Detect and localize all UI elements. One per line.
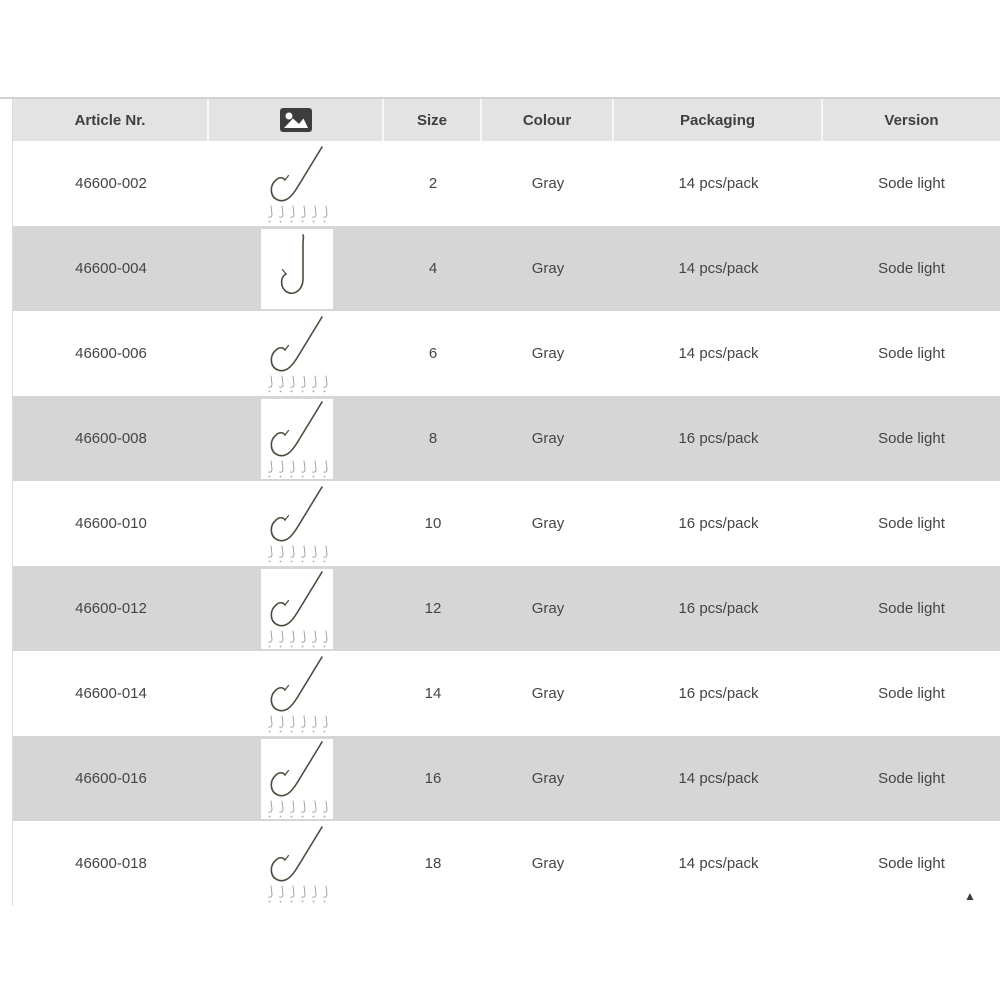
hook-slanted-icon xyxy=(261,484,333,564)
article-number-cell xyxy=(13,141,209,226)
product-table xyxy=(0,97,1000,906)
article-number: 46600-006 xyxy=(75,345,147,362)
size-value: 14 xyxy=(424,685,442,702)
version-cell xyxy=(823,311,1000,396)
size-cell xyxy=(384,566,482,651)
column-header-version xyxy=(823,99,1000,141)
product-image-cell xyxy=(209,566,384,651)
hook-thumbnail[interactable] xyxy=(261,739,333,819)
version-value: Sode light xyxy=(878,260,945,277)
packaging-cell xyxy=(614,566,823,651)
version-value: Sode light xyxy=(878,515,945,532)
version-value: Sode light xyxy=(878,600,945,617)
table-row xyxy=(13,566,1000,651)
column-header-image xyxy=(209,99,384,141)
hook-vertical-icon xyxy=(261,229,333,309)
top-whitespace xyxy=(0,0,1000,97)
article-number-cell xyxy=(13,736,209,821)
colour-value: Gray xyxy=(531,430,565,447)
packaging-cell xyxy=(614,396,823,481)
size-cell xyxy=(384,821,482,906)
size-value: 16 xyxy=(424,770,442,787)
column-header-label: Size xyxy=(416,111,447,129)
hook-slanted-icon xyxy=(261,824,333,904)
colour-cell xyxy=(482,311,614,396)
version-value: Sode light xyxy=(878,345,945,362)
size-value: 2 xyxy=(428,175,438,192)
table-row xyxy=(13,651,1000,736)
colour-cell xyxy=(482,226,614,311)
size-value: 12 xyxy=(424,600,442,617)
hook-thumbnail[interactable] xyxy=(261,144,333,224)
colour-cell xyxy=(482,141,614,226)
column-header-label: Colour xyxy=(522,111,572,129)
colour-value: Gray xyxy=(531,345,565,362)
size-cell xyxy=(384,396,482,481)
packaging-value: 14 pcs/pack xyxy=(678,175,759,192)
article-number-cell xyxy=(13,226,209,311)
hook-thumbnail[interactable] xyxy=(261,654,333,734)
version-cell xyxy=(823,566,1000,651)
product-image-cell xyxy=(209,821,384,906)
product-image-cell xyxy=(209,311,384,396)
size-cell xyxy=(384,226,482,311)
article-number-cell xyxy=(13,821,209,906)
packaging-cell xyxy=(614,736,823,821)
article-number: 46600-002 xyxy=(75,175,147,192)
packaging-cell xyxy=(614,481,823,566)
product-image-cell xyxy=(209,226,384,311)
column-header-label: Packaging xyxy=(679,111,756,129)
column-header-packaging xyxy=(614,99,823,141)
size-value: 4 xyxy=(428,260,438,277)
colour-value: Gray xyxy=(531,600,565,617)
table-row xyxy=(13,481,1000,566)
column-header-colour xyxy=(482,99,614,141)
article-number-cell xyxy=(13,481,209,566)
packaging-value: 16 pcs/pack xyxy=(678,430,759,447)
version-value: Sode light xyxy=(878,430,945,447)
article-number: 46600-010 xyxy=(75,515,147,532)
hook-thumbnail[interactable] xyxy=(261,824,333,904)
size-value: 8 xyxy=(428,430,438,447)
article-number-cell xyxy=(13,396,209,481)
article-number-cell xyxy=(13,311,209,396)
table-row xyxy=(13,396,1000,481)
packaging-value: 14 pcs/pack xyxy=(678,260,759,277)
packaging-value: 16 pcs/pack xyxy=(678,515,759,532)
hook-thumbnail[interactable] xyxy=(261,484,333,564)
product-image-cell xyxy=(209,481,384,566)
hook-thumbnail[interactable] xyxy=(261,569,333,649)
colour-cell xyxy=(482,821,614,906)
product-image-cell xyxy=(209,736,384,821)
table-row xyxy=(13,141,1000,226)
product-table-inner xyxy=(12,99,1000,906)
colour-cell xyxy=(482,396,614,481)
product-image-cell xyxy=(209,141,384,226)
scroll-to-top-button[interactable]: ▲ xyxy=(964,889,976,903)
hook-slanted-icon xyxy=(261,654,333,734)
colour-value: Gray xyxy=(531,770,565,787)
colour-value: Gray xyxy=(531,685,565,702)
colour-cell xyxy=(482,651,614,736)
product-image-cell xyxy=(209,396,384,481)
version-value: Sode light xyxy=(878,685,945,702)
hook-thumbnail[interactable] xyxy=(261,229,333,309)
product-image-cell xyxy=(209,651,384,736)
colour-value: Gray xyxy=(531,175,565,192)
hook-thumbnail[interactable] xyxy=(261,399,333,479)
article-number-cell xyxy=(13,566,209,651)
table-row xyxy=(13,736,1000,821)
size-cell xyxy=(384,141,482,226)
image-icon xyxy=(279,107,313,133)
size-cell xyxy=(384,736,482,821)
version-cell xyxy=(823,651,1000,736)
version-value: Sode light xyxy=(878,855,945,872)
hook-slanted-icon xyxy=(261,144,333,224)
colour-cell xyxy=(482,736,614,821)
article-number: 46600-008 xyxy=(75,430,147,447)
packaging-value: 16 pcs/pack xyxy=(678,600,759,617)
version-cell xyxy=(823,396,1000,481)
packaging-cell xyxy=(614,821,823,906)
packaging-value: 14 pcs/pack xyxy=(678,855,759,872)
colour-value: Gray xyxy=(531,260,565,277)
version-cell xyxy=(823,226,1000,311)
column-header-article xyxy=(13,99,209,141)
table-row xyxy=(13,311,1000,396)
packaging-value: 14 pcs/pack xyxy=(678,345,759,362)
hook-slanted-icon xyxy=(261,399,333,479)
version-value: Sode light xyxy=(878,770,945,787)
packaging-value: 14 pcs/pack xyxy=(678,770,759,787)
packaging-cell xyxy=(614,141,823,226)
article-number: 46600-014 xyxy=(75,685,147,702)
hook-slanted-icon xyxy=(261,739,333,819)
version-cell xyxy=(823,481,1000,566)
colour-value: Gray xyxy=(531,855,565,872)
hook-slanted-icon xyxy=(261,314,333,394)
article-number: 46600-012 xyxy=(75,600,147,617)
size-value: 18 xyxy=(424,855,442,872)
size-cell xyxy=(384,311,482,396)
article-number: 46600-016 xyxy=(75,770,147,787)
colour-cell xyxy=(482,566,614,651)
article-number-cell xyxy=(13,651,209,736)
size-cell xyxy=(384,481,482,566)
column-header-size xyxy=(384,99,482,141)
table-row xyxy=(13,226,1000,311)
hook-slanted-icon xyxy=(261,569,333,649)
size-value: 10 xyxy=(424,515,442,532)
packaging-cell xyxy=(614,311,823,396)
version-value: Sode light xyxy=(878,175,945,192)
table-body xyxy=(13,141,1000,906)
version-cell xyxy=(823,141,1000,226)
table-row xyxy=(13,821,1000,906)
hook-thumbnail[interactable] xyxy=(261,314,333,394)
size-cell xyxy=(384,651,482,736)
colour-cell xyxy=(482,481,614,566)
packaging-value: 16 pcs/pack xyxy=(678,685,759,702)
article-number: 46600-018 xyxy=(75,855,147,872)
column-header-label: Version xyxy=(884,111,939,129)
packaging-cell xyxy=(614,651,823,736)
packaging-cell xyxy=(614,226,823,311)
colour-value: Gray xyxy=(531,515,565,532)
size-value: 6 xyxy=(428,345,438,362)
table-header xyxy=(13,99,1000,141)
article-number: 46600-004 xyxy=(75,260,147,277)
column-header-label: Article Nr. xyxy=(74,111,146,129)
version-cell xyxy=(823,736,1000,821)
